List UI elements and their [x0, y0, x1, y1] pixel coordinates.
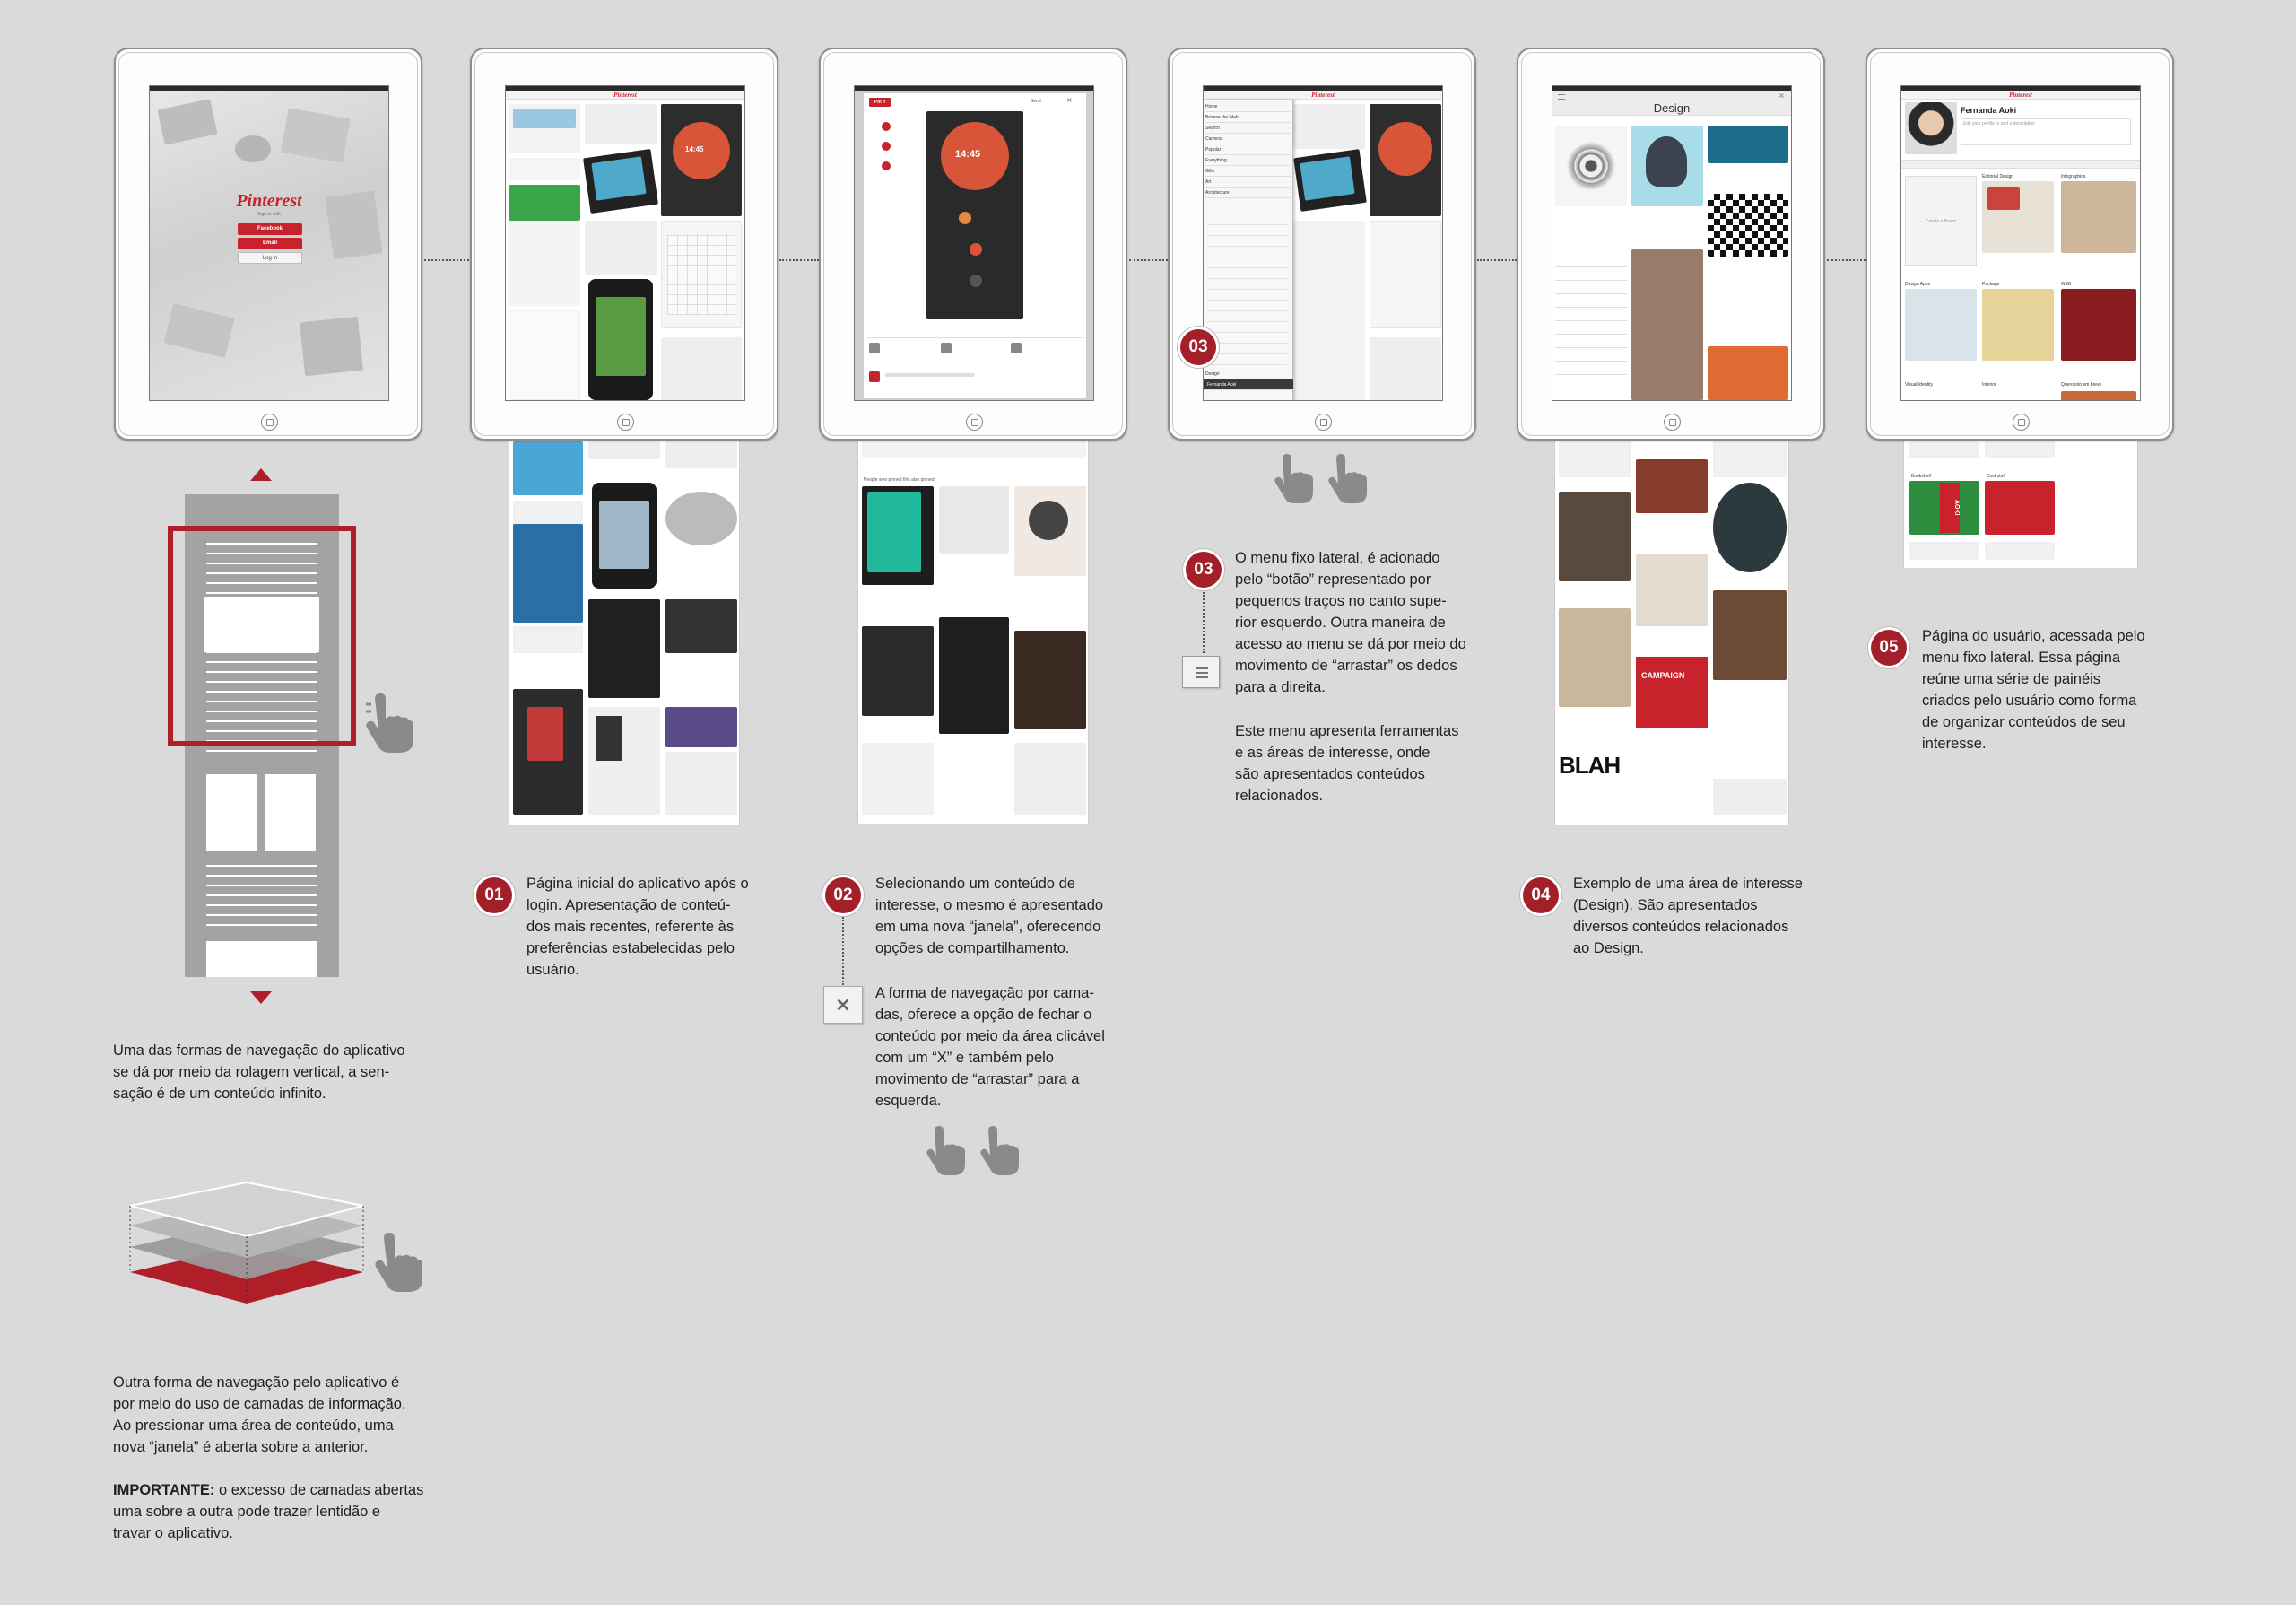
double-hand-swipe-icon: [926, 1125, 1037, 1186]
close-x-icon[interactable]: ×: [1066, 96, 1073, 104]
pin-screen: [854, 85, 1094, 401]
connector-dots: [1827, 259, 1866, 261]
feed-clock: 14:45: [685, 145, 704, 153]
step-04-text: Exemplo de uma área de interesse (Design). São apresentados diversos conteúdos relacionados ao Design.: [1573, 876, 1803, 956]
close-x-icon[interactable]: ×: [1779, 92, 1785, 100]
step-badge-03: 03: [1186, 552, 1222, 588]
note-layers-text: Outra forma de navegação pelo aplicativo é por meio do uso de camadas de informação. Ao pressionar uma área de conteúdo, uma nova “janela” é aberta sobre a anterior.: [113, 1374, 406, 1455]
arrow-up-icon: [250, 468, 272, 481]
tablet-user: [1866, 48, 2174, 441]
board-create[interactable]: Create a Board: [1905, 176, 1977, 266]
connector-dots: [1129, 259, 1168, 261]
decor-photo: [300, 317, 363, 376]
aoki-book: AOKI: [1940, 483, 1960, 533]
note-layers: [113, 1372, 445, 1544]
home-button-icon[interactable]: [2013, 414, 2030, 431]
blah-poster: BLAH: [1559, 752, 1631, 815]
step-badge-02: 02: [825, 877, 861, 913]
menu-item-gifts[interactable]: Gifts: [1205, 166, 1292, 177]
user-name: Fernanda Aoki: [1961, 106, 2017, 115]
feed-screen: [505, 85, 745, 401]
design-screen: [1552, 85, 1792, 401]
board-editorial[interactable]: Editorial Design: [1982, 174, 2014, 179]
hand-swipe-icon: [362, 692, 425, 755]
home-button-icon[interactable]: [1664, 414, 1681, 431]
send-button[interactable]: Send: [1031, 99, 1041, 104]
layers-icon: [126, 1182, 368, 1333]
step-03-text: O menu fixo lateral, é acionado pelo “botão” representado por pequenos traços no canto supe- rior esquerdo. Outra maneira de acesso ao menu se dá por meio do movimento de “arrastar” os dedos para a direita.: [1235, 550, 1466, 695]
menu-item-popular[interactable]: Popular: [1205, 144, 1292, 155]
home-button-icon[interactable]: [617, 414, 634, 431]
menu-item-design[interactable]: Design: [1205, 369, 1292, 379]
board-quero[interactable]: Quero isto em breve: [2061, 382, 2102, 388]
home-button-icon[interactable]: [1315, 414, 1332, 431]
home-button-icon[interactable]: [966, 414, 983, 431]
viewport-frame: [168, 526, 356, 746]
app-header: [1901, 91, 2140, 100]
pinterest-logo: Pinterest: [2009, 92, 2032, 99]
app-header: [506, 91, 744, 100]
tablet-menu: [1168, 48, 1476, 441]
close-x-icon: ×: [823, 986, 863, 1024]
facebook-button[interactable]: Facebook: [238, 223, 302, 235]
pin-extension: [857, 438, 1089, 824]
menu-item-user[interactable]: Fernanda Aoki: [1204, 379, 1293, 390]
important-text: o excesso de camadas abertas uma sobre a outra pode trazer lentidão e travar o aplicativo.: [113, 1482, 424, 1541]
email-button[interactable]: Email: [238, 238, 302, 249]
pin-it-button[interactable]: Pin it: [869, 98, 891, 107]
board-infographics[interactable]: Infographics: [2061, 174, 2086, 179]
step-badge-03-on-screen: 03: [1180, 329, 1216, 365]
connector-dots: [424, 259, 469, 261]
connector-dots: [779, 259, 819, 261]
menu-item-camera[interactable]: Camera: [1205, 134, 1292, 144]
step-01-text: Página inicial do aplicativo após o login. Apresentação de conteú- dos mais recentes, referente às preferências estabelecidas pelo usuário.: [526, 876, 749, 978]
step-05-text: Página do usuário, acessada pelo menu fixo lateral. Essa página reúne uma série de painéis criados pelo usuário como forma de organizar conteúdos de seu interesse.: [1922, 628, 2145, 752]
decor-photo: [164, 303, 235, 358]
user-extension: [1903, 438, 2138, 568]
status-bar: [855, 86, 1093, 91]
hand-tap-icon: [373, 1231, 429, 1294]
step-02-text2: A forma de navegação por cama- das, oferece a opção de fechar o conteúdo por meio da área clicável com um “X” e também pelo movimento de “arrastar” para a esquerda.: [875, 985, 1105, 1109]
feed-extension: [509, 438, 740, 825]
connector-dots: [1477, 259, 1517, 261]
menu-item-architecture[interactable]: Architecture: [1205, 188, 1292, 198]
pinterest-logo: Pinterest: [613, 92, 637, 99]
step-02-text: Selecionando um conteúdo de interesse, o mesmo é apresentado em uma nova “janela”, oferecendo opções de compartilhamento.: [875, 876, 1104, 956]
tablet-design: [1517, 48, 1825, 441]
menu-lines-icon: [1182, 656, 1220, 688]
login-button[interactable]: Log in: [238, 252, 302, 264]
menu-screen: [1203, 85, 1443, 401]
side-menu: [1204, 100, 1293, 401]
step-badge-05: 05: [1871, 630, 1907, 666]
board-bookshelf[interactable]: Bookshelf: [1911, 474, 1931, 479]
decor-photo: [281, 108, 351, 162]
tablet-login: [114, 48, 422, 441]
menu-item-search[interactable]: Search: [1205, 123, 1292, 134]
board-web[interactable]: WEB: [2061, 282, 2072, 287]
tablet-feed: [470, 48, 778, 441]
board-cool-stuff[interactable]: Cool stuff: [1987, 474, 2006, 479]
decor-object: [235, 135, 271, 162]
step-badge-04: 04: [1523, 877, 1559, 913]
related-heading: People who pinned this also pinned: [864, 477, 935, 483]
login-tagline: Sign in with: [257, 212, 281, 217]
pin-clock: 14:45: [955, 149, 981, 160]
menu-item-browse[interactable]: Browse the Web: [1205, 112, 1292, 123]
menu-lines-icon[interactable]: [1558, 94, 1565, 100]
board-visual-identity[interactable]: Visual Identity: [1905, 382, 1934, 388]
tablet-pin-detail: [819, 48, 1127, 441]
avatar: [1905, 102, 1957, 154]
menu-item-home[interactable]: Home: [1205, 101, 1292, 112]
menu-item-art[interactable]: Art: [1205, 177, 1292, 188]
arrow-down-icon: [250, 991, 272, 1004]
menu-item-everything[interactable]: Everything: [1205, 155, 1292, 166]
step-badge-01: 01: [476, 877, 512, 913]
board-package[interactable]: Package: [1982, 282, 2000, 287]
step-03-text2: Este menu apresenta ferramentas e as áreas de interesse, onde são apresentados conteúdos relacionados.: [1235, 723, 1459, 804]
board-design-apps[interactable]: Design Apps: [1905, 282, 1931, 287]
board-interior[interactable]: Interior: [1982, 382, 1996, 388]
design-extension: [1554, 438, 1789, 825]
user-screen: [1900, 85, 2141, 401]
pinterest-logo: Pinterest: [1311, 92, 1335, 99]
connector-dots: [1203, 592, 1205, 653]
note-scroll: Uma das formas de navegação do aplicativo se dá por meio da rolagem vertical, a sen- sação é de um conteúdo infinito.: [113, 1042, 405, 1102]
area-title: Design: [1653, 101, 1691, 115]
campaign-poster: CAMPAIGN: [1636, 657, 1708, 728]
user-bio[interactable]: Edit your profile to add a description: [1961, 118, 2131, 145]
decor-photo: [157, 99, 217, 145]
double-hand-swipe-icon: [1274, 453, 1385, 514]
home-button-icon[interactable]: [261, 414, 278, 431]
important-label: IMPORTANTE:: [113, 1482, 215, 1498]
login-screen: [149, 85, 389, 401]
app-header: [1204, 91, 1442, 100]
status-bar: [150, 86, 388, 91]
pinterest-logo: Pinterest: [236, 191, 302, 211]
connector-dots: [842, 917, 844, 985]
